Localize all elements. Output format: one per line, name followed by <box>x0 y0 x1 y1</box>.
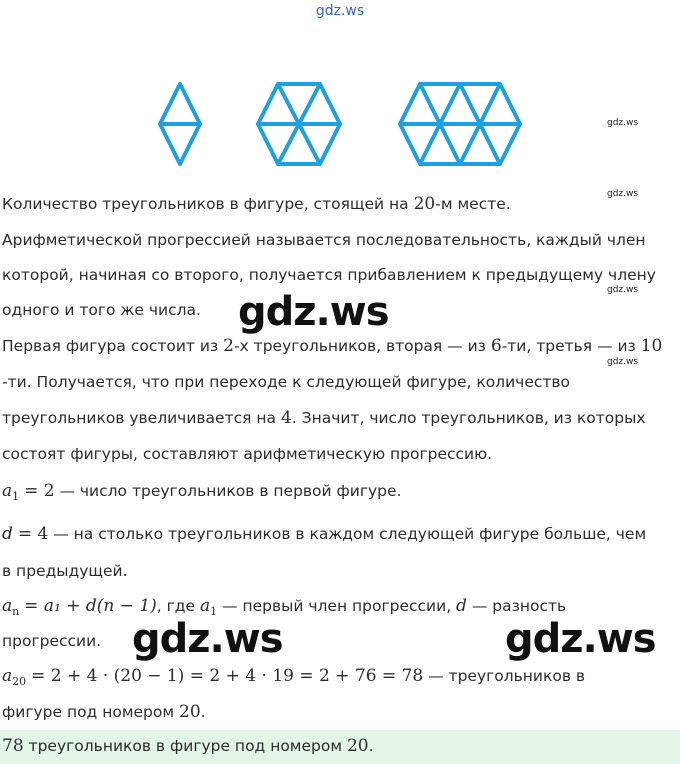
text-line-2: Арифметической прогрессией называется последовательность, каждый член <box>2 231 646 249</box>
watermark-small-3: gdz.ws <box>607 285 639 295</box>
watermark-big-1: gdz.ws <box>238 289 389 335</box>
answer-text: 78 треугольников в фигуре под номером 20. <box>2 736 374 756</box>
figure-1-rhombus <box>156 80 204 170</box>
watermark-top: gdz.ws <box>315 3 365 19</box>
formula-a20: $a_{20} = 2 + 4 \cdot (20 - 1) = 2 + 4 \cdot 19 = 2 + 76 = 78$ — треугольников в <box>2 666 586 689</box>
text-line-5: Первая фигура состоит из 2-х треугольников, вторая — из 6-ти, третья — из 10 <box>2 336 663 356</box>
watermark-big-2: gdz.ws <box>132 616 283 662</box>
watermark-small-4: gdz.ws <box>607 357 639 367</box>
formula-an: $a_n = a_1 + d(n - 1)$, где $a_1$ — первый член прогрессии, d — разность <box>2 596 567 619</box>
figure-2-hexagon <box>254 80 344 170</box>
text-line-4: одного и того же числа. <box>2 301 201 319</box>
text-line-13: прогрессии. <box>2 632 102 650</box>
text-line-1: Количество треугольников в фигуре, стоящей на 20-м месте. <box>2 194 511 214</box>
text-line-7: треугольников увеличивается на 4. Значит, число треугольников, из которых <box>2 408 646 428</box>
text-line-8: состоят фигуры, составляют арифметическую прогрессию. <box>2 445 493 463</box>
text-line-6: -ти. Получается, что при переходе к следующей фигуре, количество <box>2 373 571 391</box>
text-line-15: фигуре под номером 20. <box>2 702 206 722</box>
text-line-3: которой, начиная со второго, получается прибавлением к предыдущему члену <box>2 266 656 284</box>
watermark-small-1: gdz.ws <box>607 118 639 128</box>
answer-box <box>0 730 680 764</box>
triangle-figures <box>150 80 530 170</box>
formula-d: d = 4 — на столько треугольников в каждом следующей фигуре больше, чем <box>2 524 647 544</box>
formula-a1: $a_1 = 2$ — число треугольников в первой фигуре. <box>2 481 402 504</box>
text-line-11: в предыдущей. <box>2 562 128 580</box>
figure-3-elongated-hexagon <box>398 80 524 170</box>
watermark-small-2: gdz.ws <box>607 189 639 199</box>
watermark-big-3: gdz.ws <box>505 616 656 662</box>
